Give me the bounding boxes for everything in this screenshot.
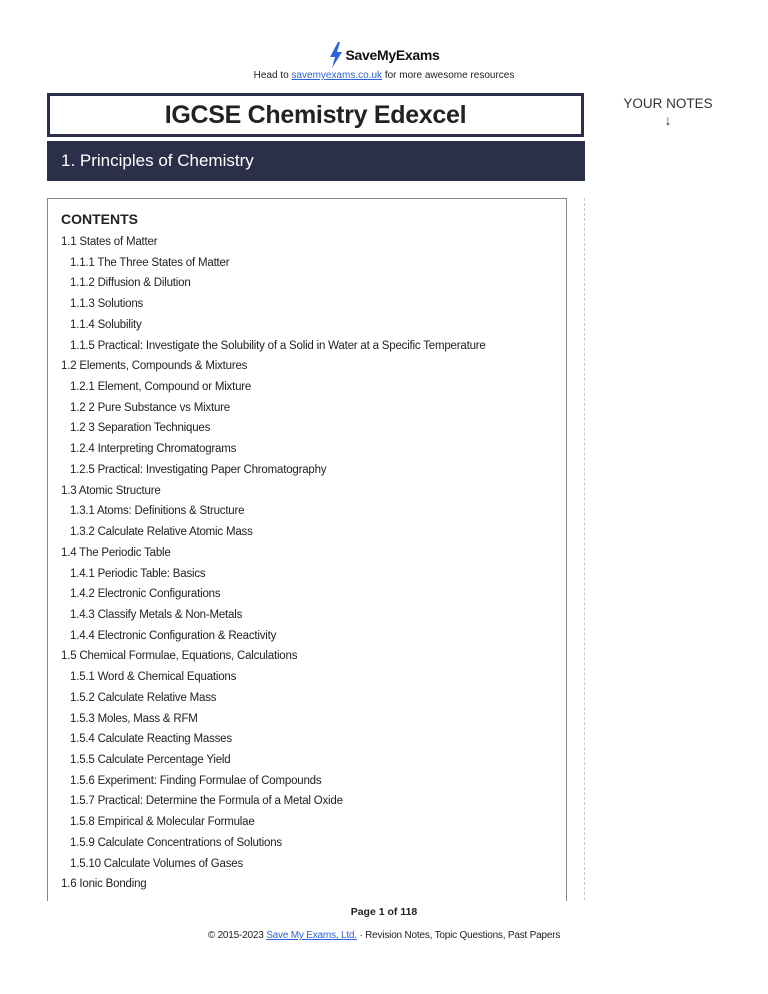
page-number: Page 1 of 118 bbox=[350, 906, 418, 918]
arrow-down-icon: ↓ bbox=[664, 112, 672, 128]
toc-item[interactable]: 1.1.4 Solubility bbox=[70, 318, 142, 331]
tagline-prefix: Head to bbox=[253, 70, 292, 81]
copyright-prefix: © 2015-2023 bbox=[207, 930, 267, 941]
toc-item[interactable]: 1.5.9 Calculate Concentrations of Solutions bbox=[70, 836, 282, 849]
toc-item[interactable]: 1.1.3 Solutions bbox=[70, 298, 144, 311]
contents-box bbox=[47, 198, 567, 901]
document-title-box bbox=[47, 93, 584, 137]
toc-item[interactable]: 1.1.2 Diffusion & Dilution bbox=[70, 277, 191, 290]
site-link[interactable]: savemyexams.co.uk bbox=[291, 70, 383, 81]
tagline-suffix: for more awesome resources bbox=[382, 70, 515, 81]
logo[interactable] bbox=[0, 42, 768, 73]
toc-item[interactable]: 1.5.5 Calculate Percentage Yield bbox=[70, 753, 231, 766]
your-notes-label: YOUR NOTES bbox=[623, 96, 713, 111]
footer bbox=[0, 930, 768, 941]
toc-item[interactable]: 1.5 Chemical Formulae, Equations, Calculations bbox=[61, 650, 298, 663]
toc-item[interactable]: 1.5.6 Experiment: Finding Formulae of Compounds bbox=[70, 774, 322, 787]
copyright-suffix: · Revision Notes, Topic Questions, Past Papers bbox=[356, 930, 561, 941]
toc-item[interactable]: 1.4.2 Electronic Configurations bbox=[70, 588, 221, 601]
section-banner bbox=[47, 141, 585, 181]
logo-text: SaveMyExams bbox=[345, 47, 440, 63]
section-title: 1. Principles of Chemistry bbox=[61, 151, 254, 170]
toc-item[interactable]: 1.4.3 Classify Metals & Non-Metals bbox=[70, 608, 243, 621]
toc-item[interactable]: 1.5.3 Moles, Mass & RFM bbox=[70, 712, 198, 725]
lightning-bolt-icon bbox=[329, 42, 343, 68]
toc-item[interactable]: 1.2.4 Interpreting Chromatograms bbox=[70, 443, 237, 456]
toc-item[interactable]: 1.3.1 Atoms: Definitions & Structure bbox=[70, 505, 245, 518]
notes-divider bbox=[584, 198, 585, 900]
toc-item[interactable]: 1.5.8 Empirical & Molecular Formulae bbox=[70, 816, 255, 829]
toc-item[interactable]: 1.5.2 Calculate Relative Mass bbox=[70, 691, 217, 704]
toc-item[interactable]: 1.3.2 Calculate Relative Atomic Mass bbox=[70, 526, 253, 539]
document-title: IGCSE Chemistry Edexcel bbox=[164, 100, 467, 129]
toc-item[interactable]: 1.1.5 Practical: Investigate the Solubility of a Solid in Water at a Specific Temperature bbox=[70, 339, 486, 352]
toc-item[interactable]: 1.1 States of Matter bbox=[61, 236, 158, 248]
toc-item[interactable]: 1.5.7 Practical: Determine the Formula of a Metal Oxide bbox=[70, 795, 343, 808]
copyright-link[interactable]: Save My Exams, Ltd. bbox=[266, 930, 357, 941]
toc-item[interactable]: 1.2 3 Separation Techniques bbox=[70, 422, 211, 435]
toc-item[interactable]: 1.5.4 Calculate Reacting Masses bbox=[70, 733, 232, 746]
toc-item[interactable]: 1.4.1 Periodic Table: Basics bbox=[70, 567, 206, 580]
your-notes bbox=[612, 96, 724, 128]
toc-item[interactable]: 1.2.1 Element, Compound or Mixture bbox=[70, 381, 252, 394]
table-of-contents bbox=[48, 235, 566, 898]
toc-item[interactable]: 1.2 2 Pure Substance vs Mixture bbox=[70, 401, 230, 414]
toc-item[interactable]: 1.4 The Periodic Table bbox=[61, 546, 171, 559]
toc-item[interactable]: 1.2 Elements, Compounds & Mixtures bbox=[61, 360, 248, 373]
toc-item[interactable]: 1.5.1 Word & Chemical Equations bbox=[70, 671, 237, 684]
toc-item[interactable]: 1.5.10 Calculate Volumes of Gases bbox=[70, 857, 244, 870]
toc-item[interactable]: 1.4.4 Electronic Configuration & Reactivity bbox=[70, 629, 277, 642]
tagline bbox=[0, 70, 768, 81]
contents-heading: CONTENTS bbox=[61, 211, 138, 227]
toc-item[interactable]: 1.3 Atomic Structure bbox=[61, 484, 161, 497]
toc-item[interactable]: 1.1.1 The Three States of Matter bbox=[70, 256, 230, 269]
toc-item[interactable]: 1.2.5 Practical: Investigating Paper Chromatography bbox=[70, 463, 327, 476]
toc-item[interactable]: 1.6 Ionic Bonding bbox=[61, 878, 147, 891]
